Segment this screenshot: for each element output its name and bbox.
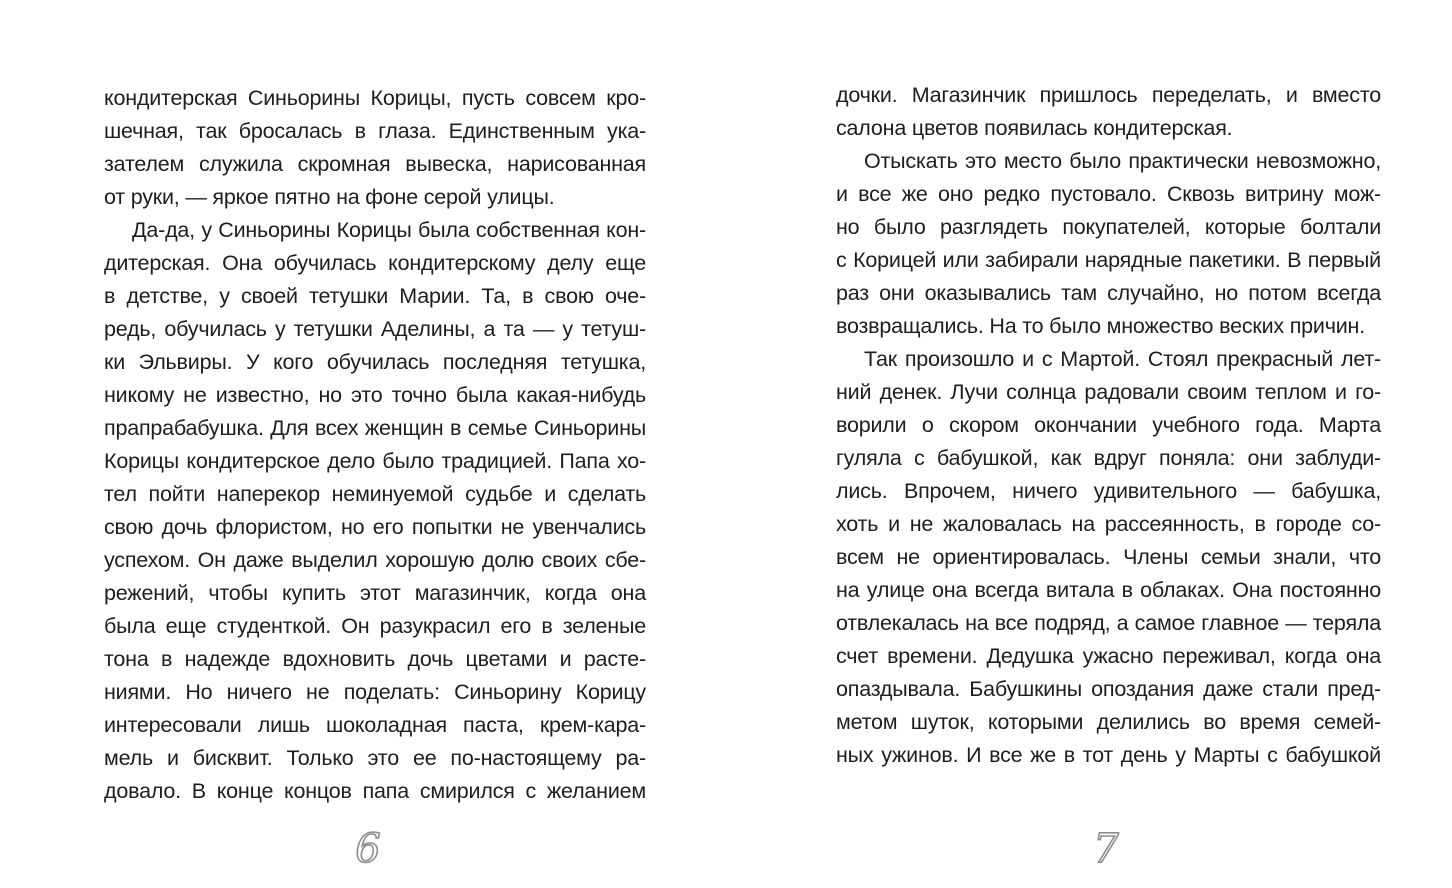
text-line: дитерская. Она обучилась кондитерскому делу еще (104, 251, 646, 275)
text-line: метом шуток, которыми делились во время семей- (836, 710, 1381, 734)
page-number-left: 6 (355, 826, 381, 872)
right-page-text (836, 79, 1381, 772)
text-line: шечная, так бросалась в глаза. Единственным ука- (104, 119, 646, 143)
text-line: интересовали лишь шоколадная паста, крем-кара- (104, 713, 646, 737)
text-line: ворили о скором окончании учебного года. Марта (836, 413, 1381, 437)
text-line: дочки. Магазинчик пришлось переделать, и вместо (836, 83, 1381, 107)
text-line: прапрабабушка. Для всех женщин в семье Синьорины (104, 416, 646, 440)
text-line: в детстве, у своей тетушки Марии. Та, в свою оче- (104, 284, 646, 308)
text-line: на улице она всегда витала в облаках. Она постоянно (836, 578, 1381, 602)
text-line: ниями. Но ничего не поделать: Синьорину Корицу (104, 680, 646, 704)
text-line: ных ужинов. И все же в тот день у Марты с бабушкой (836, 743, 1381, 767)
text-line: редь, обучилась у тетушки Аделины, а та — у тетуш- (104, 317, 646, 341)
text-line: салона цветов появилась кондитерская. (836, 116, 1233, 140)
text-line: всем не ориентировалась. Члены семьи знали, что (836, 545, 1381, 569)
right-page (726, 0, 1452, 888)
text-line: и все же оно редко пустовало. Сквозь витрину мож- (836, 182, 1381, 206)
text-line: Корицы кондитерское дело было традицией. Папа хо- (104, 449, 646, 473)
text-line: тона в надежде вдохновить дочь цветами и расте- (104, 647, 646, 671)
text-line: Отыскать это место было практически невозможно, (864, 149, 1381, 173)
text-line: счет времени. Дедушка ужасно переживал, когда она (836, 644, 1381, 668)
text-line: но было разглядеть покупателей, которые болтали (836, 215, 1381, 239)
text-line: отвлекалась на все подряд, а самое главное — теряла (836, 611, 1381, 635)
text-line: Да-да, у Синьорины Корицы была собственная кон- (132, 218, 646, 242)
text-line: Так произошло и с Мартой. Стоял прекрасный лет- (864, 347, 1381, 371)
text-line: с Корицей или забирали нарядные пакетики. В первый (836, 248, 1381, 272)
text-line: успехом. Он даже выделил хорошую долю своих сбе- (104, 548, 646, 572)
page-number-right: 7 (1093, 826, 1119, 872)
text-line: гуляла с бабушкой, как вдруг поняла: они заблуди- (836, 446, 1381, 470)
text-line: свою дочь флористом, но его попытки не увенчались (104, 515, 646, 539)
text-line: возвращались. На то было множество веских причин. (836, 314, 1365, 338)
text-line: ки Эльвиры. У кого обучилась последняя тетушка, (104, 350, 646, 374)
left-page-text (104, 82, 646, 808)
text-line: лись. Впрочем, ничего удивительного — бабушка, (836, 479, 1381, 503)
text-line: кондитерская Синьорины Корицы, пусть совсем кро- (104, 86, 646, 110)
text-line: никому не известно, но это точно была какая-нибудь (104, 383, 646, 407)
text-line: была еще студенткой. Он разукрасил его в зеленые (104, 614, 646, 638)
text-line: раз они оказывались там случайно, но потом всегда (836, 281, 1381, 305)
text-line: режений, чтобы купить этот магазинчик, когда она (104, 581, 646, 605)
text-line: тел пойти наперекор неминуемой судьбе и сделать (104, 482, 646, 506)
text-line: опаздывала. Бабушкины опоздания даже стали пред- (836, 677, 1381, 701)
text-line: зателем служила скромная вывеска, нарисованная (104, 152, 646, 176)
text-line: довало. В конце концов папа смирился с желанием (104, 779, 646, 803)
text-line: ний денек. Лучи солнца радовали своим теплом и го- (836, 380, 1381, 404)
text-line: от руки, — яркое пятно на фоне серой улицы. (104, 185, 555, 209)
text-line: мель и бисквит. Только это ее по-настоящему ра- (104, 746, 646, 770)
text-line: хоть и не жаловалась на рассеянность, в городе со- (836, 512, 1381, 536)
